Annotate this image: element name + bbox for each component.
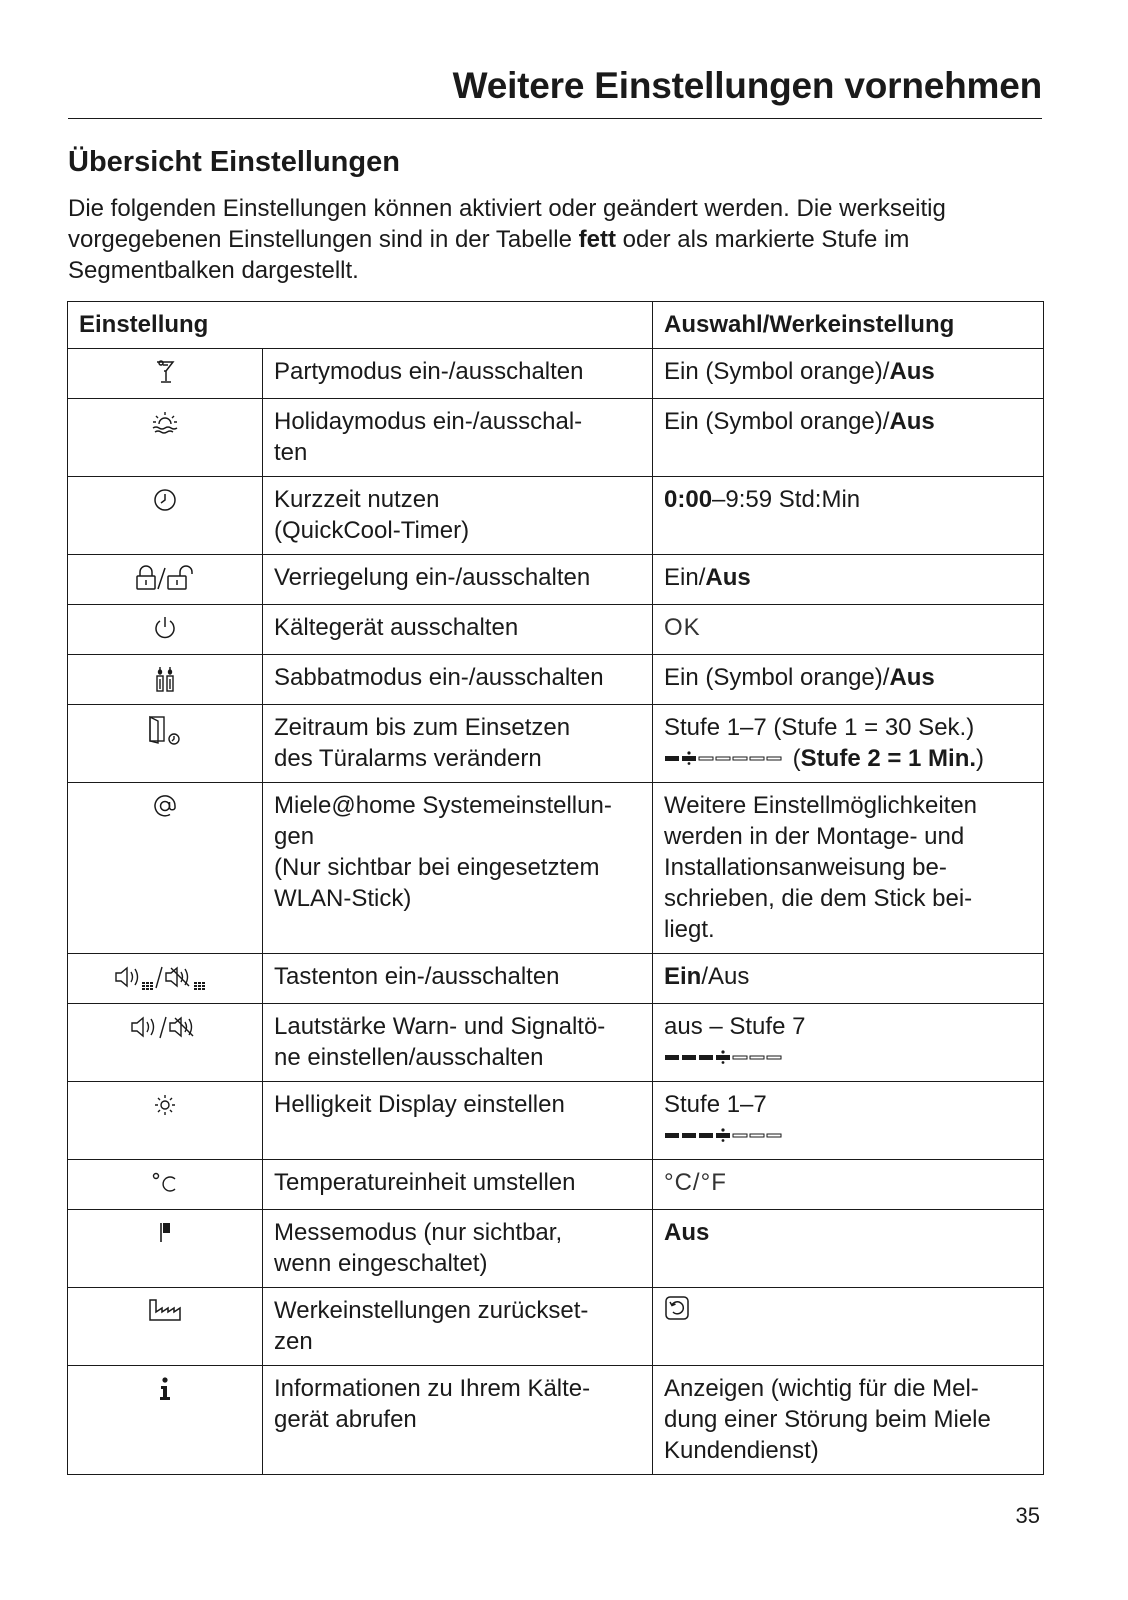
factory-icon: [147, 1300, 183, 1327]
icon-cell: [68, 655, 263, 705]
table-row: [68, 1004, 1044, 1082]
icon-cell: [68, 783, 263, 954]
setting-label: Informationen zu Ihrem Kälte- gerät abrufen: [263, 1366, 653, 1475]
segment: [733, 1056, 747, 1059]
setting-label: Kurzzeit nutzen (QuickCool-Timer): [263, 477, 653, 555]
key-tone-on-off-icon: [113, 966, 217, 993]
table-row: [68, 1210, 1044, 1288]
icon-cell: [68, 1160, 263, 1210]
setting-value: [653, 1004, 1044, 1082]
segment: [767, 757, 781, 760]
table-row: [68, 655, 1044, 705]
table-header-row: [68, 302, 1044, 349]
table-row: [68, 1366, 1044, 1475]
segment: [699, 757, 713, 760]
segment: [682, 1055, 696, 1060]
selected-marker: [722, 1139, 725, 1142]
selected-marker: [688, 762, 691, 765]
table-row: [68, 1160, 1044, 1210]
setting-value: [653, 1288, 1044, 1366]
table-row: [68, 477, 1044, 555]
table-row: [68, 783, 1044, 954]
segment: [750, 757, 764, 760]
table-row: [68, 399, 1044, 477]
segment: [699, 1133, 713, 1138]
table-row: [68, 555, 1044, 605]
setting-value: [653, 705, 1044, 783]
segment: [767, 1134, 781, 1137]
segment: [733, 757, 747, 760]
setting-value: Ein/Aus: [653, 954, 1044, 1004]
header-selection: Auswahl/Werkeinstellung: [653, 302, 1044, 349]
setting-value: Ein (Symbol orange)/Aus: [653, 399, 1044, 477]
celsius-icon: [150, 1172, 180, 1199]
at-sign-icon: [152, 795, 178, 822]
icon-cell: [68, 477, 263, 555]
page-number: 35: [1015, 1503, 1040, 1528]
setting-label: Kältegerät ausschalten: [263, 605, 653, 655]
value-line-1: Stufe 1–7 (Stufe 1 = 30 Sek.): [664, 714, 975, 741]
icon-cell: [68, 1004, 263, 1082]
setting-label: Partymodus ein-/ausschalten: [263, 349, 653, 399]
icon-cell: [68, 1082, 263, 1160]
volume-on-off-icon: [129, 1016, 201, 1043]
setting-label: Zeitraum bis zum Einsetzen des Türalarms verändern: [263, 705, 653, 783]
segment: [682, 756, 696, 761]
setting-label: Tastenton ein-/ausschalten: [263, 954, 653, 1004]
holiday-sun-icon: [150, 411, 180, 438]
clock-icon: [152, 489, 178, 516]
icon-cell: [68, 605, 263, 655]
segment-bar-brightness: [664, 1128, 786, 1142]
info-icon: [157, 1378, 173, 1405]
value-line-2: [664, 1120, 1032, 1151]
value-line-2: [664, 1042, 1032, 1073]
brightness-icon: [152, 1094, 178, 1121]
icon-cell: [68, 1288, 263, 1366]
segment: [716, 1055, 730, 1060]
segment: [665, 1133, 679, 1138]
header-setting: Einstellung: [68, 302, 653, 349]
sabbath-candles-icon: [154, 667, 176, 694]
table-row: [68, 349, 1044, 399]
setting-label: Holidaymodus ein-/ausschal- ten: [263, 399, 653, 477]
setting-value: Weitere Einstellmöglichkeiten werden in der Montage- und Installationsanweisung be- schrieben, die dem Stick bei- liegt.: [653, 783, 1044, 954]
icon-cell: [68, 349, 263, 399]
setting-value: Ein/Aus: [653, 555, 1044, 605]
segment: [682, 1133, 696, 1138]
segment: [750, 1134, 764, 1137]
section-title: Übersicht Einstellungen: [68, 146, 400, 178]
setting-value: Ein (Symbol orange)/Aus: [653, 655, 1044, 705]
icon-cell: [68, 1210, 263, 1288]
icon-cell: [68, 1366, 263, 1475]
icon-cell: [68, 705, 263, 783]
segment: [767, 1056, 781, 1059]
setting-value: Aus: [653, 1210, 1044, 1288]
setting-label: Miele@home Systemeinstellun- gen (Nur sichtbar bei eingesetztem WLAN-Stick): [263, 783, 653, 954]
table-row: [68, 705, 1044, 783]
intro-text-2: oder als markierte Stufe im Segmentbalken dargestellt.: [68, 226, 910, 284]
setting-label: Werkeinstellungen zurückset- zen: [263, 1288, 653, 1366]
table-row: [68, 1288, 1044, 1366]
setting-value: Anzeigen (wichtig für die Mel- dung einer Störung beim Miele Kundendienst): [653, 1366, 1044, 1475]
intro-paragraph: [68, 193, 1058, 286]
intro-text-1: Die folgenden Einstellungen können aktiviert oder geändert werden. Die werkseitig vorgegebenen Einstellungen sind in der Tabelle: [68, 195, 946, 253]
page-header: [68, 62, 1042, 119]
setting-value: [653, 1082, 1044, 1160]
segment: [716, 757, 730, 760]
segment-bar-volume: [664, 1050, 786, 1064]
icon-cell: [68, 399, 263, 477]
segment: [665, 756, 679, 761]
flag-icon: [157, 1222, 173, 1249]
settings-table: [67, 301, 1044, 1475]
segment: [750, 1056, 764, 1059]
setting-value: °C/°F: [653, 1160, 1044, 1210]
selected-marker: [687, 752, 690, 755]
segment: [716, 1133, 730, 1138]
table-row: [68, 954, 1044, 1004]
segment: [733, 1134, 747, 1137]
setting-value: 0:00–9:59 Std:Min: [653, 477, 1044, 555]
setting-label: Messemodus (nur sichtbar, wenn eingeschaltet): [263, 1210, 653, 1288]
value-line-1: Stufe 1–7: [664, 1091, 767, 1118]
reset-icon: [664, 1300, 690, 1327]
icon-cell: [68, 555, 263, 605]
party-glass-icon: [154, 361, 176, 388]
icon-cell: [68, 954, 263, 1004]
selected-marker: [721, 1051, 724, 1054]
power-icon: [152, 617, 178, 644]
setting-value: OK: [653, 605, 1044, 655]
setting-value: Ein (Symbol orange)/Aus: [653, 349, 1044, 399]
setting-label: Helligkeit Display einstellen: [263, 1082, 653, 1160]
value-line-1: aus – Stufe 7: [664, 1013, 806, 1040]
door-timer-icon: [147, 717, 183, 744]
segment: [699, 1055, 713, 1060]
intro-bold-word: fett: [578, 226, 616, 253]
setting-label: Verriegelung ein-/ausschalten: [263, 555, 653, 605]
table-row: [68, 605, 1044, 655]
setting-label: Lautstärke Warn- und Signaltö- ne einstellen/ausschalten: [263, 1004, 653, 1082]
setting-label: Temperatureinheit umstellen: [263, 1160, 653, 1210]
selected-marker: [722, 1061, 725, 1064]
value-line-2: (Stufe 2 = 1 Min.): [664, 743, 1032, 774]
table-row: [68, 1082, 1044, 1160]
segment: [665, 1055, 679, 1060]
segment-bar-door-alarm: [664, 751, 786, 765]
setting-label: Sabbatmodus ein-/ausschalten: [263, 655, 653, 705]
selected-marker: [721, 1129, 724, 1132]
page-title: Weitere Einstellungen vornehmen: [452, 65, 1042, 106]
lock-unlock-icon: [134, 567, 196, 594]
